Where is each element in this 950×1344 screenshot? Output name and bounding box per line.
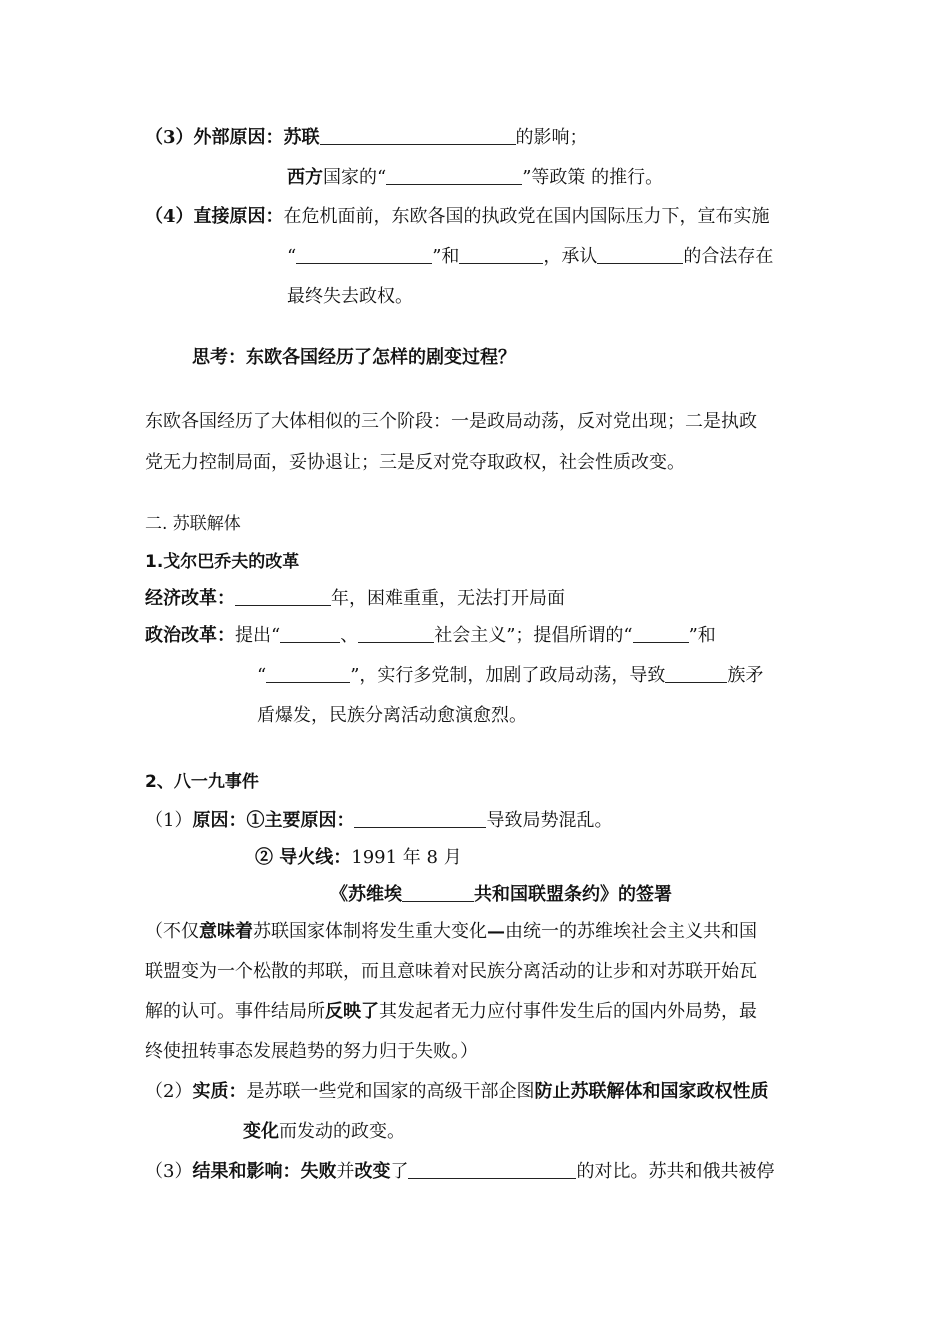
text-span: 族矛 xyxy=(727,665,764,686)
text-span: 的对比。苏共和俄共被停 xyxy=(576,1161,775,1182)
direct-cause-line xyxy=(145,205,770,229)
item-label: 经济改革： xyxy=(145,588,235,609)
bold-text: 失败 xyxy=(300,1161,337,1182)
bold-text: — xyxy=(487,921,505,942)
text-span: 年，困难重重，无法打开局面 xyxy=(331,588,565,609)
fill-blank[interactable] xyxy=(280,624,340,643)
fill-blank[interactable] xyxy=(386,166,522,185)
external-cause-line xyxy=(145,126,588,150)
subsection-title: 1.戈尔巴乔夫的改革 xyxy=(145,552,300,572)
fill-blank[interactable] xyxy=(597,245,683,264)
think-question: 思考：东欧各国经历了怎样的剧变过程？ xyxy=(192,347,516,368)
paragraph-line-3 xyxy=(145,1000,757,1024)
essence-line-2 xyxy=(243,1120,405,1144)
cause-line xyxy=(145,809,612,833)
item-number: （1） xyxy=(145,810,193,831)
text-span: ”，实行多党制，加剧了政局动荡，导致 xyxy=(350,665,666,686)
item-number: （2） xyxy=(145,1081,193,1102)
item-number: （3） xyxy=(145,127,194,148)
direct-cause-line-2 xyxy=(287,245,773,269)
text-span: 由统一的苏维埃社会主义共和国 xyxy=(505,921,757,942)
bold-text: 防止苏联解体和国家政权性质 xyxy=(534,1081,769,1102)
paragraph-line-1 xyxy=(145,920,757,944)
fill-blank[interactable] xyxy=(320,126,516,145)
treaty-line xyxy=(330,883,672,907)
fill-blank[interactable] xyxy=(665,664,727,683)
text-span: ”等政策 的推行。 xyxy=(522,167,664,188)
item-label: 实质： xyxy=(192,1081,247,1102)
bold-text: 变化 xyxy=(243,1121,279,1142)
direct-cause-line-3 xyxy=(287,285,413,309)
text-span: 在危机面前，东欧各国的执政党在国内国际压力下，宣布实施 xyxy=(283,206,770,227)
text-span: 《苏维埃 xyxy=(330,884,402,905)
fill-blank[interactable] xyxy=(296,245,432,264)
political-reform-line-3: 盾爆发，民族分离活动愈演愈烈。 xyxy=(257,705,527,726)
text-span: 而发动的政变。 xyxy=(279,1121,405,1142)
western-policy-line xyxy=(287,166,663,190)
fill-blank[interactable] xyxy=(408,1160,576,1179)
text-span: “ xyxy=(287,246,297,267)
text-span: “ xyxy=(257,665,267,686)
item-label: 直接原因： xyxy=(193,206,284,227)
text-span: 其发起者无力应付事件发生后的国内外局势，最 xyxy=(379,1001,757,1022)
text-span: 国家的“ xyxy=(323,167,387,188)
fill-blank[interactable] xyxy=(358,624,434,643)
text-span: 并 xyxy=(336,1161,355,1182)
text-span: 导致局势混乱。 xyxy=(486,810,613,831)
result-line xyxy=(145,1160,774,1184)
text-span: 共和国联盟条约》的签署 xyxy=(474,884,672,905)
item-label: ② 导火线： xyxy=(255,847,352,868)
bold-text: 苏联 xyxy=(283,127,320,148)
political-reform-line-2 xyxy=(257,664,763,688)
text-span: ，承认 xyxy=(543,246,598,267)
subsection-title-2: 2、八一九事件 xyxy=(145,772,259,792)
fill-blank[interactable] xyxy=(633,624,689,643)
fill-blank[interactable] xyxy=(354,809,486,828)
text-span: 苏联国家体制将发生重大变化 xyxy=(253,921,487,942)
bold-text: 西方 xyxy=(287,167,323,188)
fill-blank[interactable] xyxy=(402,883,474,902)
text-span: 了 xyxy=(390,1161,409,1182)
text-span: 最终失去政权。 xyxy=(287,286,413,307)
fill-blank[interactable] xyxy=(459,245,543,264)
text-span: 是苏联一些党和国家的高级干部企图 xyxy=(246,1081,535,1102)
item-label: 政治改革： xyxy=(145,625,235,646)
text-span: 解的认可。事件结局所 xyxy=(145,1001,325,1022)
think-answer-line-1: 东欧各国经历了大体相似的三个阶段：一是政局动荡，反对党出现；二是执政 xyxy=(145,411,757,432)
text-span: 的合法存在 xyxy=(683,246,774,267)
item-number: （3） xyxy=(145,1161,193,1182)
item-label: 原因：①主要原因： xyxy=(192,810,355,831)
item-label: 结果和影响： xyxy=(192,1161,301,1182)
fill-blank[interactable] xyxy=(266,664,350,683)
text-span: ”和 xyxy=(432,246,460,267)
essence-line xyxy=(145,1080,768,1104)
bold-text: 反映了 xyxy=(325,1001,379,1022)
text-span: 提出“ xyxy=(235,625,281,646)
text-span: （不仅 xyxy=(145,921,199,942)
paragraph-line-4: 终使扭转事态发展趋势的努力归于失败。） xyxy=(145,1041,478,1062)
text-span: 的影响； xyxy=(515,127,588,148)
text-span: ”和 xyxy=(688,625,716,646)
fuse-line xyxy=(255,846,462,870)
bold-text: 改变 xyxy=(354,1161,391,1182)
item-number: （4） xyxy=(145,206,194,227)
think-answer-line-2: 党无力控制局面，妥协退让；三是反对党夺取政权，社会性质改变。 xyxy=(145,452,685,473)
paragraph-line-2: 联盟变为一个松散的邦联，而且意味着对民族分离活动的让步和对苏联开始瓦 xyxy=(145,961,757,982)
economic-reform-line xyxy=(145,587,565,611)
political-reform-line xyxy=(145,624,716,648)
text-span: 、 xyxy=(340,625,359,646)
text-span: 1991 年 8 月 xyxy=(351,847,462,868)
item-label: 外部原因： xyxy=(193,127,284,148)
text-span: 社会主义”；提倡所谓的“ xyxy=(434,625,633,646)
bold-text: 意味着 xyxy=(199,921,253,942)
fill-blank[interactable] xyxy=(235,587,331,606)
section-title: 二. 苏联解体 xyxy=(145,514,241,534)
